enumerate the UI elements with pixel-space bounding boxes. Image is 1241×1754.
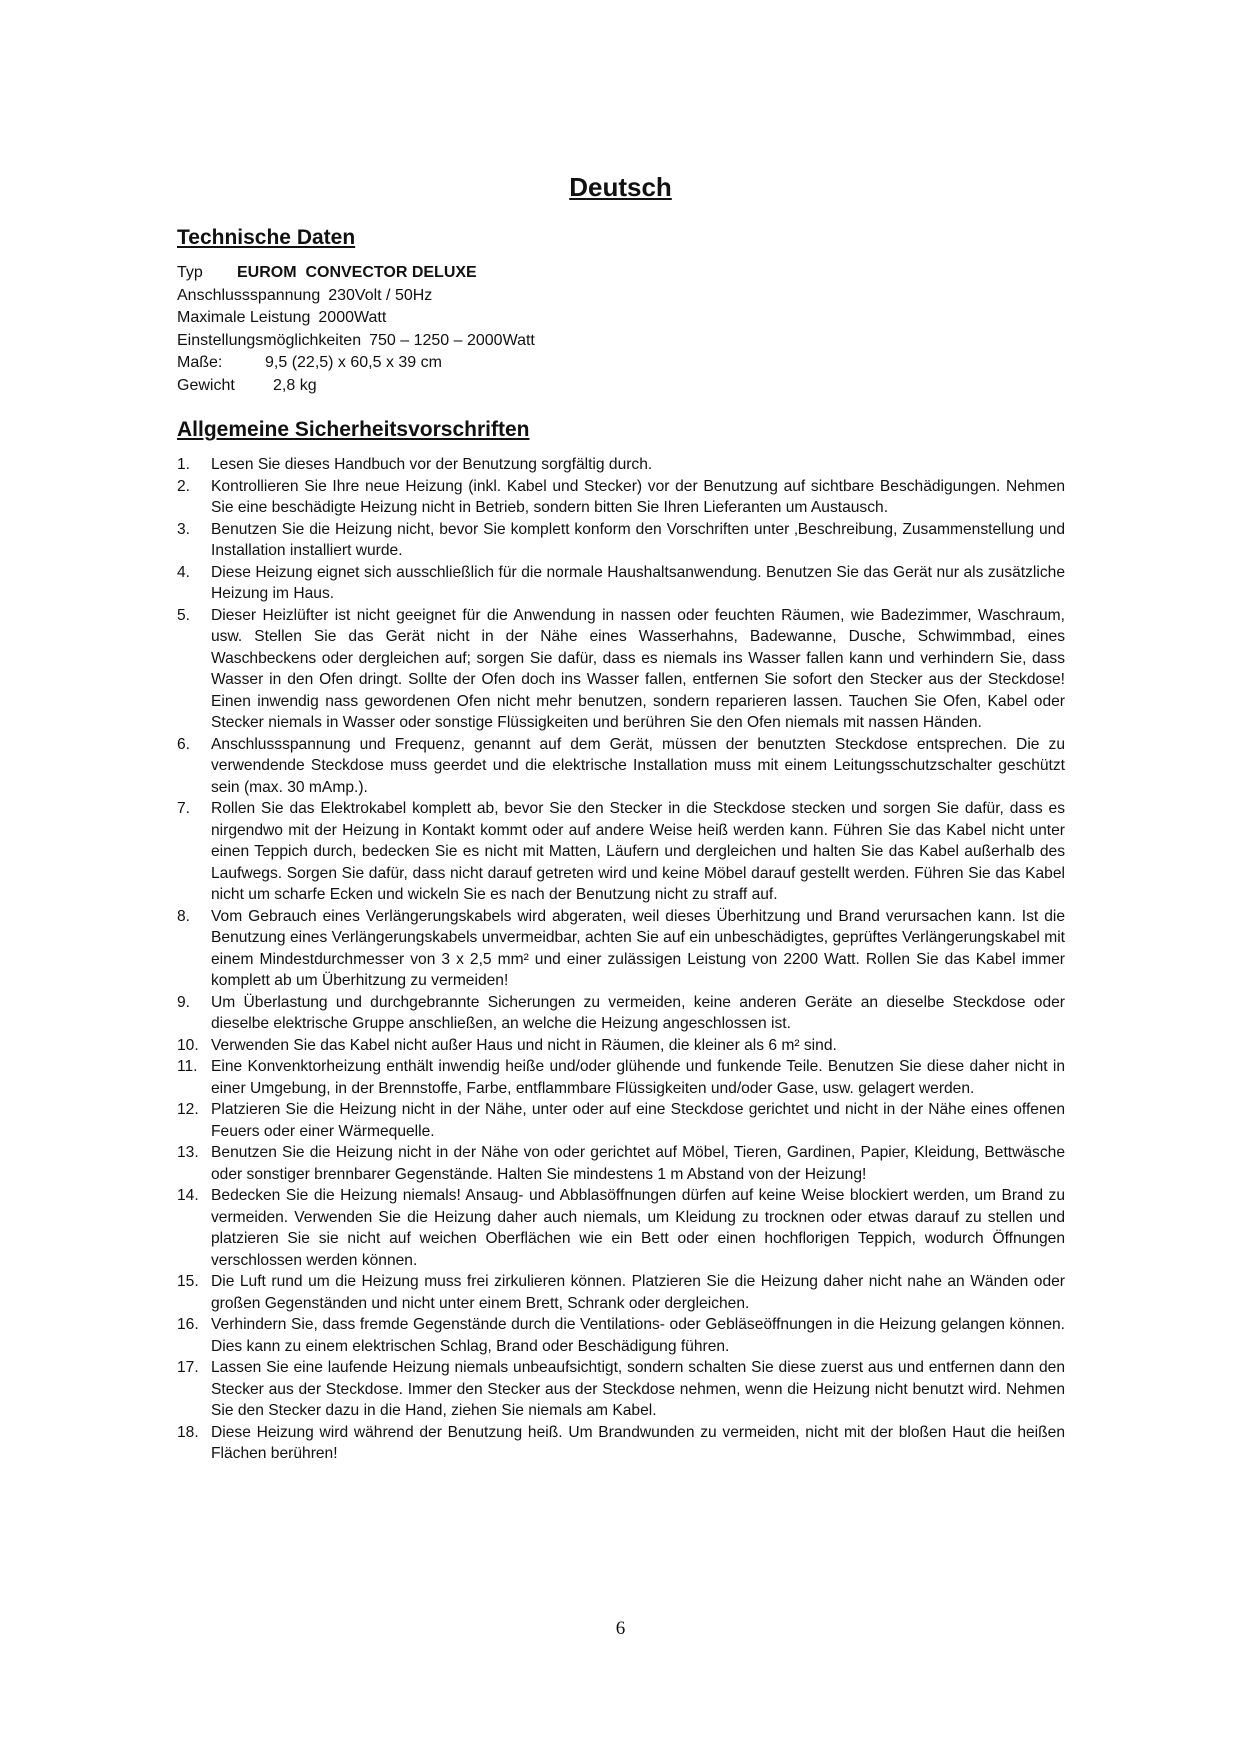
rule-text: Bedecken Sie die Heizung niemals! Ansaug- und Abblasöffnungen dürfen auf keine Weise blockiert werden, um Brand zu vermeiden. Verwenden Sie die Heizung daher auch niemals, um Kleidung zu trocknen oder etwas darauf zu stellen und platzieren Sie sie nicht auf weichen Oberflächen wie ein Bett oder einen hochflorigen Teppich, wodurch Öffnungen verschlossen werden können. [211,1187,1065,1269]
safety-rule [177,476,1065,519]
safety-rules-list [177,454,1065,1465]
language-heading: Deutsch [569,172,672,202]
safety-rule [177,519,1065,562]
spec-type [177,262,535,285]
spec-value: 750 – 1250 – 2000Watt [369,331,535,349]
spec-value: 2000Watt [318,309,387,327]
rule-number: 10. [177,1036,199,1054]
rule-number: 1. [177,456,191,473]
rule-text: Vom Gebrauch eines Verlängerungskabels wird abgeraten, weil dieses Überhitzung und Brand verursachen kann. Ist die Benutzung eines Verlängerungskabels unvermeidbar, achten Sie auf ein unbeschädigtes, geprüftes Verlängerungskabel mit einem Mindestdurchmesser von 3 x 2,5 mm² und einer zulässigen Leistung von 2200 Watt. Rollen Sie das Kabel immer komplett ab um Überhitzung zu vermeiden! [211,907,1065,989]
rule-text: Platzieren Sie die Heizung nicht in der Nähe, unter oder auf eine Steckdose gerichtet und nicht in der Nähe eines offenen Feuers oder einer Wärmequelle. [211,1101,1065,1140]
specs-block [177,262,535,398]
safety-rule [177,1422,1065,1465]
rule-text: Lassen Sie eine laufende Heizung niemals unbeaufsichtigt, sondern schalten Sie diese zuerst aus und entfernen dann den Stecker aus der Steckdose. Immer den Stecker aus der Steckdose nehmen, wenn die Heizung nicht benutzt wird. Nehmen Sie den Stecker dazu in die Hand, ziehen Sie niemals am Kabel. [211,1359,1065,1419]
rule-number: 16. [177,1316,199,1333]
rule-number: 4. [177,563,191,581]
safety-rule [177,1035,1065,1057]
rule-text: Lesen Sie dieses Handbuch vor der Benutzung sorgfältig durch. [211,456,653,473]
spec-value: 230Volt / 50Hz [328,286,433,304]
spec-label: Gewicht [177,376,235,394]
rule-text: Um Überlastung und durchgebrannte Sicherungen zu vermeiden, keine anderen Geräte an dieselbe Steckdose oder dieselbe elektrische Gruppe anschließen, an welche die Heizung angeschlossen ist. [211,993,1065,1032]
safety-title: Allgemeine Sicherheitsvorschriften [177,418,530,441]
safety-rule [177,1056,1065,1099]
spec-label: Maximale Leistung [177,309,311,327]
spec-dimensions [177,352,535,375]
rule-text: Diese Heizung eignet sich ausschließlich für die normale Haushaltsanwendung. Benutzen Sie das Gerät nur als zusätzliche Heizung im Haus. [211,563,1065,602]
rule-number: 17. [177,1359,199,1376]
page-number: 6 [615,1618,626,1639]
spec-value: EUROM CONVECTOR DELUXE [237,264,477,281]
spec-power [177,307,535,330]
spec-label: Maße: [177,354,223,372]
rule-text: Diese Heizung wird während der Benutzung heiß. Um Brandwunden zu vermeiden, nicht mit der bloßen Haut die heißen Flächen berühren! [211,1423,1065,1462]
rule-number: 15. [177,1273,199,1290]
rule-number: 12. [177,1101,199,1118]
spec-label: Anschlussspannung [177,286,321,304]
safety-rule [177,1099,1065,1142]
rule-text: Anschlussspannung und Frequenz, genannt auf dem Gerät, müssen der benutzten Steckdose entsprechen. Die zu verwendende Steckdose muss geerdet und die elektrische Installation muss mit einem Leitungsschutzschalter geschützt sein (max. 30 mAmp.). [211,735,1065,796]
rule-number: 7. [177,800,191,817]
safety-rule [177,454,1065,476]
rule-text: Rollen Sie das Elektrokabel komplett ab, bevor Sie den Stecker in die Steckdose stecken und sorgen Sie dafür, dass es nirgendwo mit der Heizung in Kontakt kommt oder auf andere Weise heiß werden kann. Führen Sie das Kabel nicht unter einen Teppich durch, bedecken Sie es nicht mit Matten, Läufern und dergleichen und halten Sie das Kabel außerhalb des Laufwegs. Sorgen Sie dafür, dass nicht darauf getreten wird und keine Möbel darauf gestellt werden. Führen Sie das Kabel nicht um scharfe Ecken und wickeln Sie es nach der Benutzung nicht zu straff auf. [211,800,1065,903]
safety-rule [177,562,1065,605]
rule-number: 9. [177,993,191,1011]
safety-rule [177,798,1065,906]
rule-number: 11. [177,1058,198,1075]
rule-text: Benutzen Sie die Heizung nicht in der Nähe von oder gerichtet auf Möbel, Tieren, Gardinen, Papier, Kleidung, Bettwäsche oder sonstiger brennbarer Gegenstände. Halten Sie mindestens 1 m Abstand von der Heizung! [211,1144,1065,1183]
spec-voltage [177,285,535,308]
safety-rule [177,1314,1065,1357]
rule-text: Kontrollieren Sie Ihre neue Heizung (inkl. Kabel und Stecker) vor der Benutzung auf sichtbare Beschädigungen. Nehmen Sie eine beschädigte Heizung nicht in Betrieb, sondern bitten Sie Ihren Lieferanten um Austausch. [211,477,1065,516]
safety-rule [177,1271,1065,1314]
rule-number: 5. [177,606,191,624]
rule-number: 6. [177,735,191,753]
rule-text: Verhindern Sie, dass fremde Gegenstände durch die Ventilations- oder Gebläseöffnungen in die Heizung gelangen können. Dies kann zu einem elektrischen Schlag, Brand oder Beschädigung führen. [211,1316,1065,1355]
rule-number: 3. [177,520,191,538]
rule-number: 8. [177,907,191,925]
rule-text: Eine Konvenktorheizung enthält inwendig heiße und/oder glühende und funkende Teile. Benutzen Sie diese daher nicht in einer Umgebung, in der Brennstoffe, Farbe, entflammbare Flüssigkeiten und/oder Gase, usw. gelagert werden. [211,1058,1065,1097]
spec-weight [177,375,535,398]
spec-settings [177,330,535,353]
spec-value: 9,5 (22,5) x 60,5 x 39 cm [265,354,442,372]
rule-text: Dieser Heizlüfter ist nicht geeignet für die Anwendung in nassen oder feuchten Räumen, wie Badezimmer, Waschraum, usw. Stellen Sie das Gerät nicht in der Nähe eines Wasserhahns, Badewanne, Dusche, Schwimmbad, eines Waschbeckens oder dergleichen auf; sorgen Sie dafür, dass es niemals ins Wasser fallen kann und verhindern Sie, dass Wasser in den Ofen dringt. Sollte der Ofen doch ins Wasser fallen, entfernen Sie sofort den Stecker aus der Steckdose! Einen inwendig nass gewordenen Ofen nicht mehr benutzen, sondern reparieren lassen. Tauchen Sie Ofen, Kabel oder Stecker niemals in Wasser oder sonstige Flüssigkeiten und berühren Sie den Ofen niemals mit nassen Händen. [211,606,1065,731]
safety-rule [177,906,1065,992]
rule-number: 14. [177,1187,199,1204]
technical-data-title: Technische Daten [177,226,356,249]
rule-number: 18. [177,1423,199,1441]
spec-label: Typ [177,264,203,281]
safety-rule [177,1357,1065,1422]
spec-label: Einstellungsmöglichkeiten [177,331,362,349]
safety-rule [177,992,1065,1035]
rule-text: Verwenden Sie das Kabel nicht außer Haus und nicht in Räumen, die kleiner als 6 m² sind. [211,1036,837,1054]
rule-text: Benutzen Sie die Heizung nicht, bevor Sie komplett konform den Vorschriften unter ‚Beschreibung, Zusammenstellung und Installation installiert wurde. [211,520,1065,559]
safety-rule [177,1185,1065,1271]
safety-rule [177,605,1065,734]
safety-rule [177,1142,1065,1185]
safety-rule [177,734,1065,799]
rule-number: 2. [177,477,191,495]
rule-number: 13. [177,1144,199,1161]
rule-text: Die Luft rund um die Heizung muss frei zirkulieren können. Platzieren Sie die Heizung daher nicht nahe an Wänden oder großen Gegenständen und nicht unter einem Brett, Schrank oder dergleichen. [211,1273,1065,1312]
spec-value: 2,8 kg [273,376,317,394]
